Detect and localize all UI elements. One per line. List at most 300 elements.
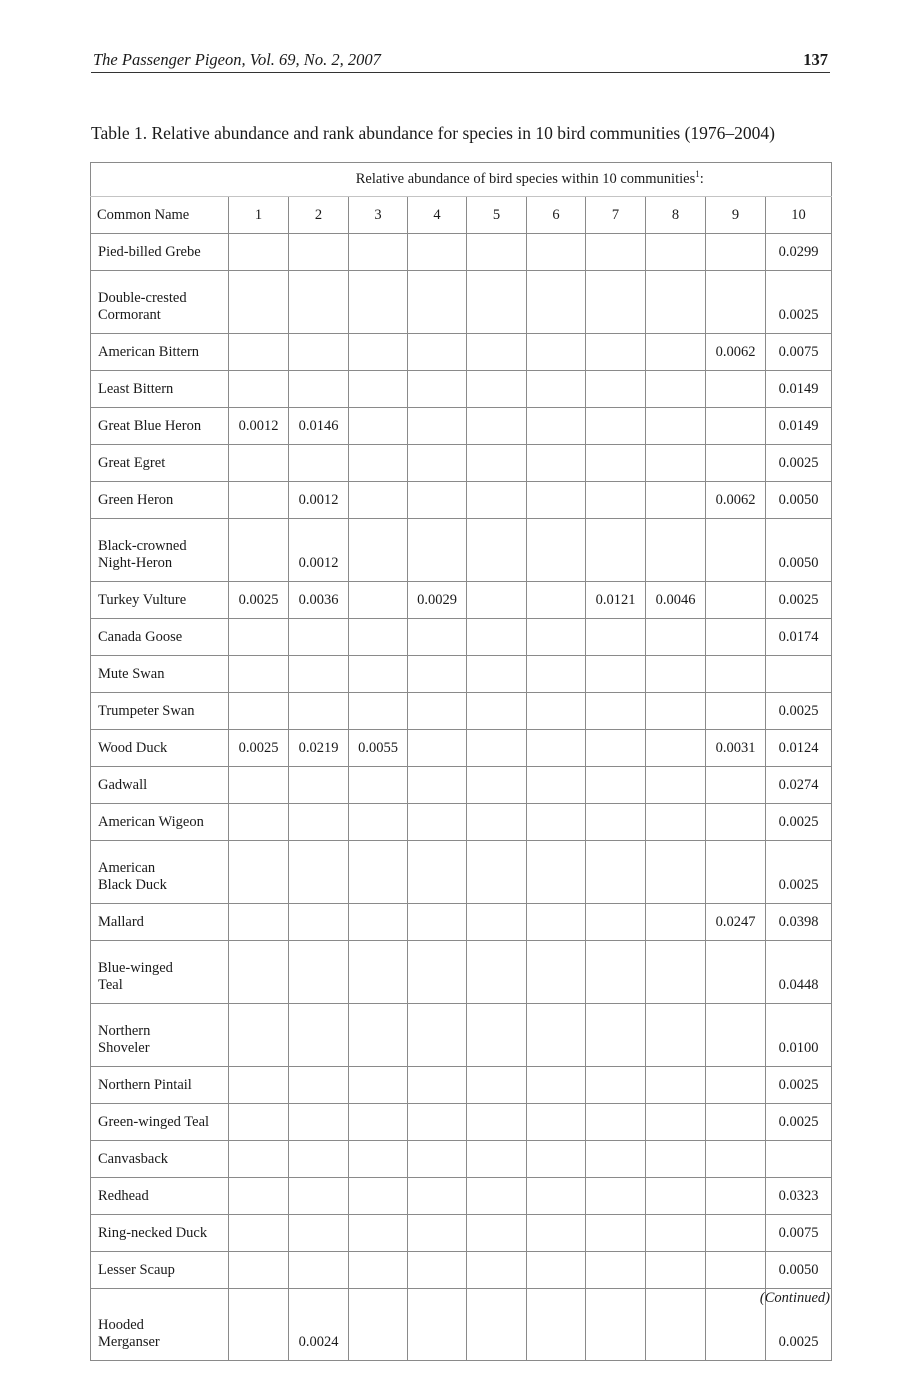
- abundance-cell-community-9: [706, 1104, 766, 1141]
- abundance-cell-community-2: [289, 1104, 349, 1141]
- abundance-cell-community-2: [289, 1252, 349, 1289]
- abundance-cell-community-3: [349, 234, 408, 271]
- abundance-cell-community-10: 0.0025: [766, 445, 832, 482]
- species-name-line: Hooded: [98, 1317, 144, 1333]
- abundance-cell-community-7: [586, 1067, 646, 1104]
- column-header-8: 8: [646, 197, 706, 234]
- table-row: [91, 767, 832, 804]
- abundance-cell-community-3: [349, 1141, 408, 1178]
- table-row: [91, 271, 832, 334]
- abundance-cell-community-6: [527, 730, 586, 767]
- abundance-cell-community-4: [408, 482, 467, 519]
- species-name-line: Mallard: [98, 913, 144, 930]
- abundance-cell-community-2: [289, 371, 349, 408]
- abundance-cell-community-2: 0.0012: [289, 482, 349, 519]
- table-row: [91, 1178, 832, 1215]
- species-name-cell: [91, 334, 229, 371]
- abundance-cell-community-4: [408, 730, 467, 767]
- abundance-cell-community-1: [229, 656, 289, 693]
- abundance-cell-community-5: [467, 804, 527, 841]
- species-name-line: Northern Pintail: [98, 1076, 192, 1093]
- abundance-cell-community-9: [706, 582, 766, 619]
- abundance-cell-community-6: [527, 271, 586, 334]
- abundance-cell-community-10: 0.0075: [766, 334, 832, 371]
- table-row: [91, 482, 832, 519]
- table-body: [91, 234, 832, 1361]
- species-name-line: Least Bittern: [98, 380, 174, 397]
- abundance-cell-community-9: [706, 519, 766, 582]
- species-name-line: Merganser: [98, 1334, 160, 1350]
- table-row: [91, 1104, 832, 1141]
- species-name-line: Black Duck: [98, 877, 167, 893]
- species-name-cell: [91, 693, 229, 730]
- abundance-cell-community-5: [467, 334, 527, 371]
- species-name-line: Wood Duck: [98, 739, 168, 756]
- abundance-cell-community-1: [229, 271, 289, 334]
- abundance-cell-community-2: [289, 234, 349, 271]
- abundance-cell-community-5: [467, 1289, 527, 1361]
- abundance-cell-community-5: [467, 234, 527, 271]
- abundance-cell-community-4: [408, 371, 467, 408]
- abundance-cell-community-1: [229, 841, 289, 904]
- abundance-cell-community-5: [467, 519, 527, 582]
- species-name-cell: [91, 904, 229, 941]
- abundance-cell-community-10: 0.0274: [766, 767, 832, 804]
- species-name-line: Night-Heron: [98, 555, 173, 571]
- abundance-cell-community-9: [706, 1178, 766, 1215]
- abundance-cell-community-5: [467, 693, 527, 730]
- column-header-2: 2: [289, 197, 349, 234]
- abundance-cell-community-8: [646, 519, 706, 582]
- column-header-4: 4: [408, 197, 467, 234]
- abundance-cell-community-9: [706, 1215, 766, 1252]
- abundance-cell-community-10: 0.0100: [766, 1004, 832, 1067]
- abundance-cell-community-1: [229, 804, 289, 841]
- abundance-cell-community-8: [646, 408, 706, 445]
- column-header-5: 5: [467, 197, 527, 234]
- abundance-cell-community-1: 0.0012: [229, 408, 289, 445]
- table-row: [91, 1141, 832, 1178]
- abundance-cell-community-8: [646, 904, 706, 941]
- abundance-cell-community-10: 0.0323: [766, 1178, 832, 1215]
- species-name-line: Black-crowned: [98, 538, 187, 554]
- abundance-cell-community-3: [349, 656, 408, 693]
- abundance-cell-community-1: [229, 619, 289, 656]
- abundance-cell-community-3: [349, 334, 408, 371]
- column-header-7: 7: [586, 197, 646, 234]
- abundance-cell-community-5: [467, 445, 527, 482]
- table-spanning-header-row: [91, 163, 832, 197]
- abundance-cell-community-1: [229, 1004, 289, 1067]
- species-name-line: American Bittern: [98, 343, 200, 360]
- species-name-line: American Wigeon: [98, 813, 204, 830]
- abundance-cell-community-1: [229, 1067, 289, 1104]
- footnote-mark: 1: [695, 169, 700, 180]
- abundance-cell-community-10: 0.0124: [766, 730, 832, 767]
- abundance-cell-community-7: 0.0121: [586, 582, 646, 619]
- species-name-cell: [91, 804, 229, 841]
- abundance-cell-community-3: [349, 1289, 408, 1361]
- abundance-cell-community-2: 0.0146: [289, 408, 349, 445]
- abundance-cell-community-1: [229, 1178, 289, 1215]
- abundance-cell-community-4: [408, 1004, 467, 1067]
- column-header-1: 1: [229, 197, 289, 234]
- abundance-cell-community-5: [467, 1067, 527, 1104]
- abundance-cell-community-6: [527, 1252, 586, 1289]
- abundance-cell-community-7: [586, 1178, 646, 1215]
- abundance-cell-community-4: [408, 1178, 467, 1215]
- species-name-line: Blue-winged: [98, 960, 173, 976]
- abundance-cell-community-6: [527, 804, 586, 841]
- abundance-cell-community-4: [408, 804, 467, 841]
- abundance-cell-community-8: [646, 271, 706, 334]
- abundance-cell-community-5: [467, 408, 527, 445]
- abundance-cell-community-6: [527, 1104, 586, 1141]
- abundance-cell-community-9: [706, 371, 766, 408]
- abundance-cell-community-10: 0.0050: [766, 482, 832, 519]
- abundance-cell-community-7: [586, 1252, 646, 1289]
- abundance-cell-community-10: 0.0050: [766, 519, 832, 582]
- abundance-cell-community-7: [586, 730, 646, 767]
- abundance-cell-community-9: [706, 841, 766, 904]
- species-name-line: Trumpeter Swan: [98, 702, 195, 719]
- abundance-cell-community-4: [408, 271, 467, 334]
- species-name-cell: [91, 445, 229, 482]
- abundance-cell-community-7: [586, 841, 646, 904]
- abundance-cell-community-3: [349, 445, 408, 482]
- abundance-cell-community-8: [646, 730, 706, 767]
- abundance-cell-community-1: 0.0025: [229, 582, 289, 619]
- abundance-cell-community-6: [527, 1004, 586, 1067]
- table-row: [91, 234, 832, 271]
- abundance-cell-community-5: [467, 730, 527, 767]
- abundance-cell-community-8: [646, 656, 706, 693]
- abundance-cell-community-9: [706, 1141, 766, 1178]
- table-row: [91, 1215, 832, 1252]
- abundance-cell-community-4: [408, 1104, 467, 1141]
- table-caption: Table 1. Relative abundance and rank abundance for species in 10 bird communities (1976–2004): [91, 123, 775, 143]
- abundance-cell-community-5: [467, 371, 527, 408]
- abundance-cell-community-9: [706, 1004, 766, 1067]
- abundance-cell-community-1: [229, 445, 289, 482]
- abundance-cell-community-4: [408, 767, 467, 804]
- abundance-cell-community-5: [467, 1104, 527, 1141]
- spanning-header-empty-cell: [91, 163, 229, 197]
- abundance-cell-community-10: 0.0025: [766, 841, 832, 904]
- species-name-cell: [91, 656, 229, 693]
- species-name-cell: [91, 1004, 229, 1067]
- abundance-cell-community-3: [349, 519, 408, 582]
- abundance-cell-community-9: [706, 445, 766, 482]
- table-row: [91, 519, 832, 582]
- species-name-cell: [91, 482, 229, 519]
- abundance-cell-community-3: [349, 767, 408, 804]
- abundance-cell-community-10: 0.0025: [766, 1289, 832, 1361]
- abundance-cell-community-1: [229, 1215, 289, 1252]
- table-row: [91, 334, 832, 371]
- abundance-cell-community-5: [467, 1004, 527, 1067]
- species-name-line: Green-winged Teal: [98, 1113, 210, 1130]
- species-name-cell: [91, 1215, 229, 1252]
- abundance-cell-community-3: [349, 1004, 408, 1067]
- species-name-line: Great Blue Heron: [98, 417, 202, 434]
- abundance-cell-community-1: [229, 234, 289, 271]
- abundance-cell-community-3: [349, 693, 408, 730]
- abundance-cell-community-10: 0.0448: [766, 941, 832, 1004]
- abundance-cell-community-8: [646, 1289, 706, 1361]
- table-row: [91, 941, 832, 1004]
- abundance-cell-community-2: [289, 445, 349, 482]
- species-name-cell: [91, 408, 229, 445]
- abundance-cell-community-8: [646, 234, 706, 271]
- species-name-cell: [91, 1178, 229, 1215]
- abundance-cell-community-9: [706, 693, 766, 730]
- abundance-cell-community-2: [289, 767, 349, 804]
- abundance-cell-community-2: [289, 1004, 349, 1067]
- abundance-cell-community-4: [408, 234, 467, 271]
- species-name-cell: [91, 619, 229, 656]
- abundance-cell-community-10: 0.0025: [766, 1104, 832, 1141]
- abundance-cell-community-3: [349, 804, 408, 841]
- species-name-cell: [91, 582, 229, 619]
- abundance-cell-community-4: 0.0029: [408, 582, 467, 619]
- abundance-cell-community-10: 0.0174: [766, 619, 832, 656]
- abundance-cell-community-8: 0.0046: [646, 582, 706, 619]
- abundance-cell-community-8: [646, 619, 706, 656]
- abundance-cell-community-8: [646, 1252, 706, 1289]
- abundance-cell-community-7: [586, 693, 646, 730]
- abundance-cell-community-5: [467, 482, 527, 519]
- abundance-cell-community-5: [467, 941, 527, 1004]
- abundance-table: [90, 162, 832, 1361]
- abundance-cell-community-10: [766, 1141, 832, 1178]
- abundance-cell-community-8: [646, 334, 706, 371]
- abundance-cell-community-6: [527, 334, 586, 371]
- species-name-cell: [91, 1067, 229, 1104]
- abundance-cell-community-3: [349, 408, 408, 445]
- abundance-cell-community-5: [467, 1178, 527, 1215]
- abundance-cell-community-6: [527, 904, 586, 941]
- abundance-cell-community-7: [586, 482, 646, 519]
- abundance-cell-community-2: [289, 656, 349, 693]
- species-name-line: Shoveler: [98, 1040, 150, 1056]
- abundance-cell-community-4: [408, 445, 467, 482]
- abundance-cell-community-7: [586, 234, 646, 271]
- abundance-cell-community-3: [349, 371, 408, 408]
- abundance-cell-community-1: [229, 904, 289, 941]
- table-row: [91, 445, 832, 482]
- abundance-cell-community-3: [349, 619, 408, 656]
- abundance-cell-community-8: [646, 371, 706, 408]
- abundance-cell-community-7: [586, 1004, 646, 1067]
- column-header-6: 6: [527, 197, 586, 234]
- species-name-line: Teal: [98, 977, 123, 993]
- abundance-cell-community-4: [408, 941, 467, 1004]
- abundance-cell-community-9: [706, 1067, 766, 1104]
- continued-note: (Continued): [759, 1290, 830, 1306]
- column-header-9: 9: [706, 197, 766, 234]
- abundance-cell-community-3: [349, 582, 408, 619]
- table-row: [91, 1067, 832, 1104]
- abundance-cell-community-4: [408, 904, 467, 941]
- abundance-cell-community-5: [467, 656, 527, 693]
- abundance-cell-community-9: 0.0247: [706, 904, 766, 941]
- abundance-cell-community-7: [586, 1289, 646, 1361]
- species-name-line: Cormorant: [98, 307, 161, 323]
- species-name-cell: [91, 841, 229, 904]
- abundance-cell-community-9: 0.0031: [706, 730, 766, 767]
- abundance-cell-community-6: [527, 234, 586, 271]
- abundance-cell-community-4: [408, 656, 467, 693]
- abundance-cell-community-9: [706, 619, 766, 656]
- abundance-cell-community-4: [408, 408, 467, 445]
- abundance-cell-community-8: [646, 767, 706, 804]
- species-name-cell: [91, 767, 229, 804]
- abundance-cell-community-7: [586, 1215, 646, 1252]
- table-row: [91, 1004, 832, 1067]
- abundance-cell-community-9: [706, 234, 766, 271]
- abundance-cell-community-9: [706, 656, 766, 693]
- species-name-line: American: [98, 860, 156, 876]
- abundance-cell-community-10: 0.0299: [766, 234, 832, 271]
- abundance-cell-community-4: [408, 841, 467, 904]
- abundance-cell-community-2: [289, 941, 349, 1004]
- abundance-cell-community-5: [467, 841, 527, 904]
- abundance-cell-community-8: [646, 482, 706, 519]
- abundance-cell-community-9: [706, 941, 766, 1004]
- species-name-line: Redhead: [98, 1187, 149, 1204]
- journal-citation: The Passenger Pigeon, Vol. 69, No. 2, 2007: [93, 50, 381, 69]
- species-name-line: Ring-necked Duck: [98, 1224, 208, 1241]
- species-name-line: Gadwall: [98, 776, 148, 793]
- abundance-cell-community-3: [349, 941, 408, 1004]
- abundance-cell-community-10: 0.0149: [766, 408, 832, 445]
- abundance-cell-community-2: [289, 1215, 349, 1252]
- abundance-cell-community-8: [646, 693, 706, 730]
- abundance-cell-community-2: [289, 1067, 349, 1104]
- abundance-cell-community-2: 0.0024: [289, 1289, 349, 1361]
- abundance-cell-community-2: [289, 1178, 349, 1215]
- abundance-cell-community-7: [586, 1104, 646, 1141]
- abundance-cell-community-1: [229, 767, 289, 804]
- species-name-line: Turkey Vulture: [98, 591, 187, 608]
- abundance-cell-community-1: 0.0025: [229, 730, 289, 767]
- species-name-line: Green Heron: [98, 491, 174, 508]
- abundance-cell-community-7: [586, 656, 646, 693]
- abundance-cell-community-1: [229, 482, 289, 519]
- abundance-cell-community-6: [527, 693, 586, 730]
- abundance-cell-community-3: [349, 1215, 408, 1252]
- abundance-cell-community-9: [706, 271, 766, 334]
- abundance-cell-community-6: [527, 1141, 586, 1178]
- table-row: [91, 619, 832, 656]
- abundance-cell-community-5: [467, 767, 527, 804]
- species-name-cell: [91, 271, 229, 334]
- species-name-cell: [91, 519, 229, 582]
- abundance-cell-community-4: [408, 1141, 467, 1178]
- species-name-line: Pied-billed Grebe: [98, 243, 201, 260]
- abundance-cell-community-2: [289, 1141, 349, 1178]
- abundance-cell-community-6: [527, 582, 586, 619]
- abundance-cell-community-7: [586, 408, 646, 445]
- common-name-header: Common Name: [91, 197, 229, 234]
- abundance-cell-community-10: 0.0050: [766, 1252, 832, 1289]
- abundance-cell-community-7: [586, 371, 646, 408]
- species-name-line: Double-crested: [98, 290, 187, 306]
- species-name-cell: [91, 1104, 229, 1141]
- page-number: 137: [803, 50, 828, 69]
- abundance-cell-community-5: [467, 1141, 527, 1178]
- abundance-cell-community-3: [349, 904, 408, 941]
- table-row: [91, 408, 832, 445]
- species-name-cell: [91, 234, 229, 271]
- species-name-cell: [91, 941, 229, 1004]
- spanning-header-colon: :: [699, 171, 704, 187]
- abundance-cell-community-1: [229, 371, 289, 408]
- abundance-cell-community-3: [349, 271, 408, 334]
- column-header-row: [91, 197, 832, 234]
- abundance-cell-community-8: [646, 941, 706, 1004]
- abundance-cell-community-7: [586, 619, 646, 656]
- abundance-cell-community-10: 0.0025: [766, 271, 832, 334]
- abundance-cell-community-5: [467, 1252, 527, 1289]
- abundance-cell-community-6: [527, 767, 586, 804]
- column-header-10: 10: [766, 197, 832, 234]
- abundance-cell-community-7: [586, 519, 646, 582]
- abundance-cell-community-6: [527, 519, 586, 582]
- species-name-cell: [91, 371, 229, 408]
- column-header-3: 3: [349, 197, 408, 234]
- abundance-cell-community-1: [229, 519, 289, 582]
- abundance-cell-community-1: [229, 334, 289, 371]
- abundance-cell-community-7: [586, 904, 646, 941]
- species-name-line: Mute Swan: [98, 665, 165, 682]
- species-name-cell: [91, 1252, 229, 1289]
- abundance-cell-community-9: [706, 408, 766, 445]
- abundance-cell-community-6: [527, 1215, 586, 1252]
- abundance-cell-community-10: 0.0398: [766, 904, 832, 941]
- abundance-cell-community-2: [289, 271, 349, 334]
- abundance-cell-community-2: 0.0219: [289, 730, 349, 767]
- abundance-cell-community-8: [646, 1178, 706, 1215]
- species-name-line: Great Egret: [98, 454, 166, 471]
- abundance-cell-community-5: [467, 619, 527, 656]
- table-row: [91, 656, 832, 693]
- abundance-cell-community-4: [408, 1289, 467, 1361]
- table-row: [91, 693, 832, 730]
- abundance-cell-community-3: [349, 1067, 408, 1104]
- abundance-cell-community-7: [586, 804, 646, 841]
- abundance-cell-community-7: [586, 445, 646, 482]
- table-row: [91, 1252, 832, 1289]
- abundance-cell-community-2: 0.0012: [289, 519, 349, 582]
- abundance-cell-community-1: [229, 1141, 289, 1178]
- spanning-header-text: Relative abundance of bird species within 10 communities: [355, 171, 696, 187]
- abundance-cell-community-6: [527, 656, 586, 693]
- abundance-cell-community-3: [349, 1178, 408, 1215]
- abundance-cell-community-6: [527, 482, 586, 519]
- abundance-cell-community-10: 0.0149: [766, 371, 832, 408]
- abundance-cell-community-6: [527, 1178, 586, 1215]
- species-name-line: Canada Goose: [98, 628, 183, 645]
- abundance-cell-community-9: 0.0062: [706, 482, 766, 519]
- abundance-cell-community-5: [467, 582, 527, 619]
- abundance-cell-community-9: [706, 1289, 766, 1361]
- abundance-cell-community-9: [706, 1252, 766, 1289]
- abundance-cell-community-4: [408, 1252, 467, 1289]
- abundance-cell-community-5: [467, 904, 527, 941]
- abundance-cell-community-10: 0.0025: [766, 582, 832, 619]
